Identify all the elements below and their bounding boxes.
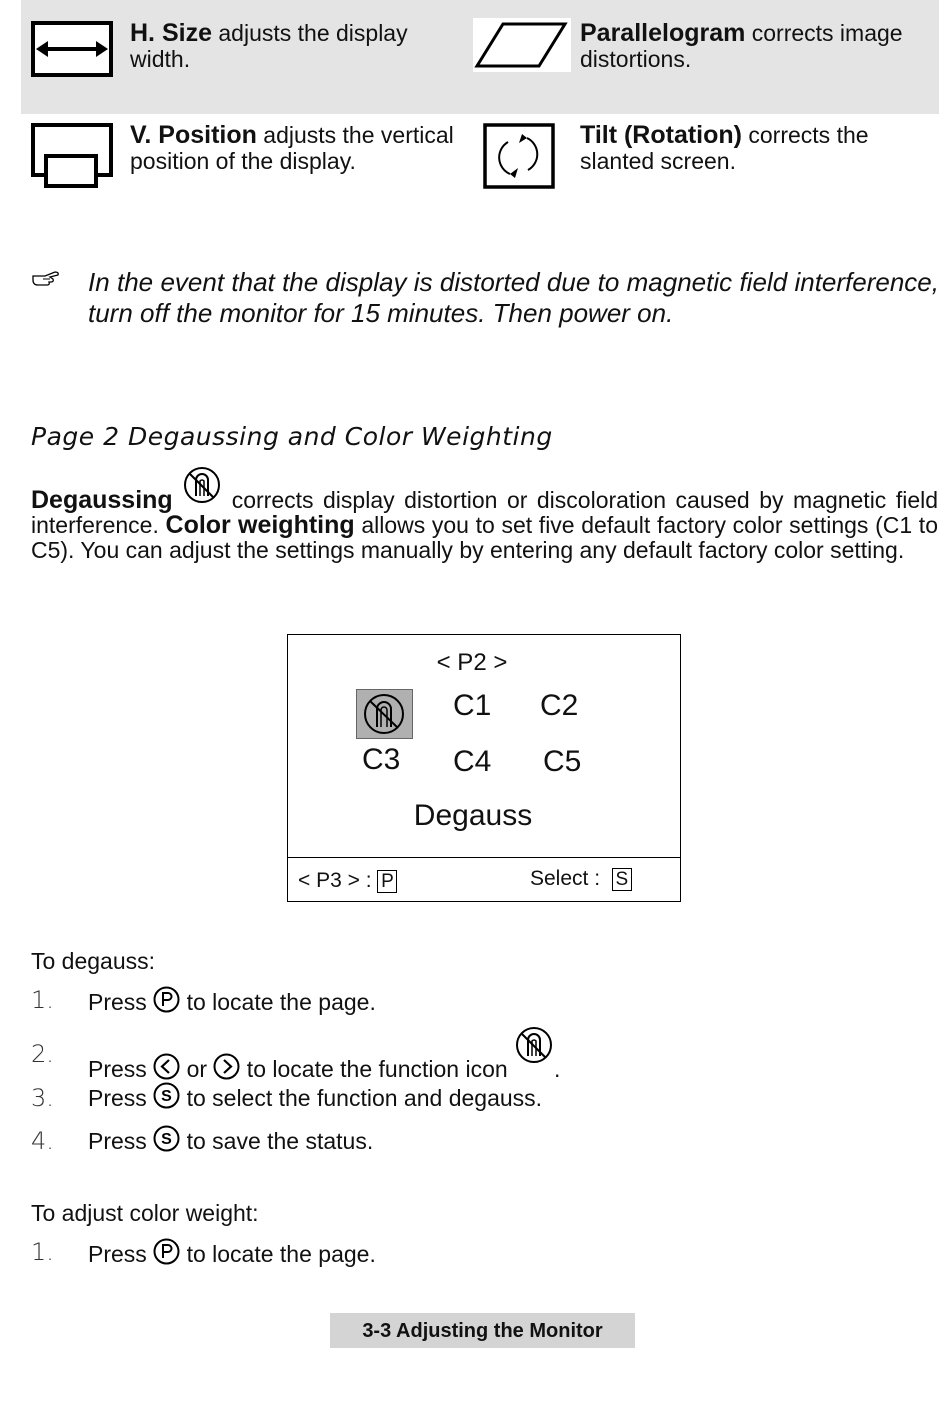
degauss-icon	[514, 1026, 554, 1066]
osd-divider	[288, 857, 680, 858]
s-button-icon	[153, 1082, 180, 1109]
osd-footer-left-label: < P3 > :	[298, 869, 372, 892]
control-desc: adjusts the display width.	[130, 20, 408, 72]
control-desc: adjusts the vertical position of the display.	[130, 122, 454, 174]
p-button-icon	[153, 1238, 180, 1265]
step-number: 1.	[31, 986, 54, 1014]
control-term: Parallelogram	[580, 19, 746, 47]
control-term: H. Size	[130, 19, 212, 47]
step-text-b: to select the function and degauss.	[180, 1085, 543, 1111]
osd-selected-label: Degauss	[413, 799, 533, 832]
osd-footer-left	[298, 869, 397, 893]
tilt-rotation-icon	[482, 122, 556, 190]
vertical-position-icon	[30, 122, 114, 190]
p-button-icon	[153, 986, 180, 1013]
control-term: Tilt (Rotation)	[580, 121, 742, 149]
step-text-a: Press	[88, 1128, 154, 1154]
step-text-c: .	[554, 1056, 561, 1082]
degauss-icon	[357, 690, 412, 738]
p-key-box: P	[377, 870, 397, 893]
intro-text-1: corrects display distortion or discoloration caused by magnetic field interference.	[31, 487, 939, 538]
control-desc: corrects image distortions.	[580, 20, 903, 72]
section-heading: Page 2 Degaussing and Color Weighting	[31, 422, 553, 451]
pointing-hand-icon	[31, 268, 61, 288]
right-button-icon	[213, 1053, 240, 1080]
left-button-icon	[153, 1053, 180, 1080]
step-number: 4.	[31, 1127, 54, 1155]
degauss-icon	[182, 466, 222, 504]
step-text-b: to save the status.	[180, 1128, 374, 1154]
degauss-steps-title: To degauss:	[31, 948, 156, 974]
step-text-b: to locate the page.	[180, 989, 376, 1015]
intro-term-color-weighting: Color weighting	[165, 511, 355, 539]
s-key-box: S	[612, 868, 632, 891]
step-text-a: Press	[88, 989, 154, 1015]
step-number: 3.	[31, 1084, 54, 1112]
control-term: V. Position	[130, 121, 257, 149]
step-number: 1.	[31, 1238, 54, 1266]
color-steps-title: To adjust color weight:	[31, 1200, 259, 1226]
page-footer: 3-3 Adjusting the Monitor	[330, 1313, 635, 1348]
s-button-icon	[153, 1125, 180, 1152]
osd-title: < P2 >	[436, 649, 508, 676]
osd-item-c1[interactable]: C1	[453, 689, 492, 722]
step-text-a: Press	[88, 1085, 154, 1111]
osd-item-c4[interactable]: C4	[453, 745, 492, 778]
note-text: In the event that the display is distorted due to magnetic field interference, turn off the monitor for 15 minutes. Then power on.	[88, 267, 939, 328]
degauss-step-4	[88, 1125, 373, 1155]
horizontal-size-icon	[30, 20, 114, 78]
degauss-step-1	[88, 986, 376, 1016]
step-text-or: or	[180, 1056, 214, 1082]
intro-term-degaussing: Degaussing	[31, 486, 173, 514]
control-desc: corrects the slanted screen.	[580, 122, 869, 174]
osd-item-c2[interactable]: C2	[540, 689, 579, 722]
control-v-position	[130, 122, 460, 174]
step-text-a: Press	[88, 1241, 154, 1267]
step-text-b: to locate the function icon	[240, 1056, 515, 1082]
osd-item-c3[interactable]: C3	[362, 743, 401, 776]
control-h-size	[130, 20, 450, 72]
osd-degauss-cell[interactable]	[356, 689, 413, 739]
svg-text:S: S	[161, 1088, 173, 1105]
control-tilt-rotation	[580, 122, 910, 174]
osd-item-c5[interactable]: C5	[543, 745, 582, 778]
osd-panel	[287, 634, 681, 902]
step-text-a: Press	[88, 1056, 154, 1082]
step-number: 2.	[31, 1040, 54, 1068]
osd-footer-right-label: Select :	[530, 867, 601, 890]
color-step-1	[88, 1238, 376, 1268]
svg-text:S: S	[161, 1131, 173, 1148]
intro-text-2: allows you to set five default factory color settings (C1 to C5). You can adjust the settings manually by entering any default factory color setting.	[31, 512, 938, 563]
intro-paragraph	[31, 466, 938, 563]
degauss-step-2	[88, 1026, 560, 1083]
step-text-b: to locate the page.	[180, 1241, 376, 1267]
osd-footer-right	[530, 867, 632, 891]
degauss-step-3	[88, 1082, 542, 1112]
control-parallelogram	[580, 20, 935, 72]
parallelogram-icon	[473, 18, 571, 72]
